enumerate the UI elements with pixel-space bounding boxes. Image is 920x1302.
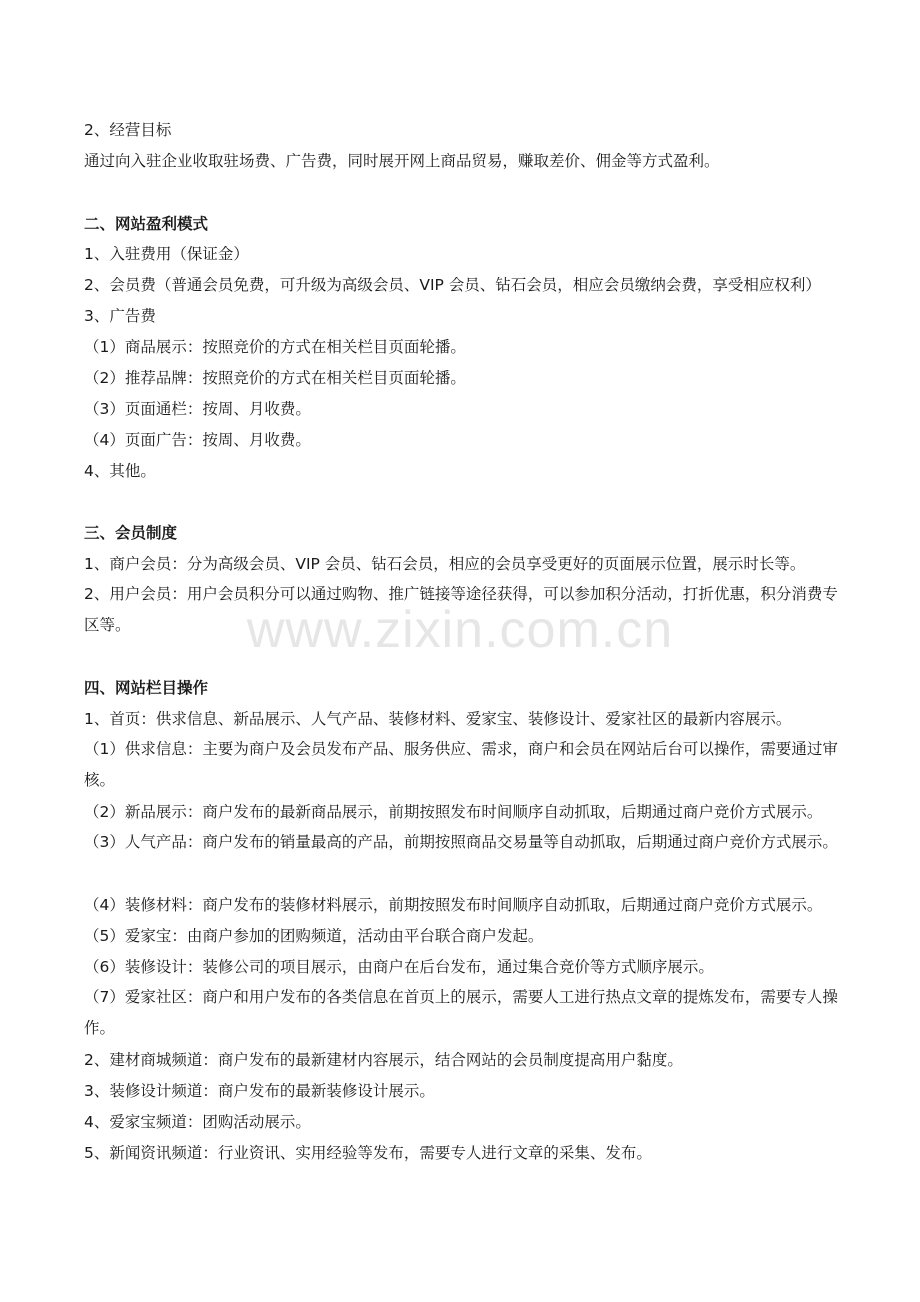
list-subitem: （2）新品展示：商户发布的最新商品展示，前期按照发布时间顺序自动抓取，后期通过商户竞价方式展示。 bbox=[84, 803, 823, 821]
section-heading: 三、会员制度 bbox=[84, 524, 178, 542]
list-item: 3、广告费 bbox=[84, 307, 156, 325]
section-subheading: 2、经营目标 bbox=[84, 121, 172, 139]
list-subitem: （5）爱家宝：由商户参加的团购频道，活动由平台联合商户发起。 bbox=[84, 927, 544, 945]
list-item: 2、会员费（普通会员免费，可升级为高级会员、VIP 会员、钻石会员，相应会员缴纳会费，享受相应权利） bbox=[84, 276, 821, 294]
list-subitem: （4）装修材料：商户发布的装修材料展示，前期按照发布时间顺序自动抓取，后期通过商户竞价方式展示。 bbox=[84, 896, 823, 914]
list-subitem: （1）商品展示：按照竞价的方式在相关栏目页面轮播。 bbox=[84, 338, 466, 356]
list-item: 2、用户会员：用户会员积分可以通过购物、推广链接等途径获得，可以参加积分活动，打折优惠，积分消费专区等。 bbox=[84, 585, 838, 634]
list-subitem: （3）页面通栏：按周、月收费。 bbox=[84, 400, 311, 418]
list-subitem: （1）供求信息：主要为商户及会员发布产品、服务供应、需求，商户和会员在网站后台可以操作，需要通过审核。 bbox=[84, 740, 838, 789]
watermark: www.zixin.com.cn bbox=[246, 601, 674, 659]
section-heading: 四、网站栏目操作 bbox=[84, 679, 209, 697]
section-heading: 二、网站盈利模式 bbox=[84, 215, 209, 233]
list-subitem: （4）页面广告：按周、月收费。 bbox=[84, 431, 311, 449]
list-subitem: （6）装修设计：装修公司的项目展示，由商户在后台发布，通过集合竞价等方式顺序展示。 bbox=[84, 958, 714, 976]
paragraph: 通过向入驻企业收取驻场费、广告费，同时展开网上商品贸易，赚取差价、佣金等方式盈利。 bbox=[84, 152, 720, 170]
list-item: 2、建材商城频道：商户发布的最新建材内容展示，结合网站的会员制度提高用户黏度。 bbox=[84, 1051, 683, 1069]
list-item: 1、首页：供求信息、新品展示、人气产品、装修材料、爱家宝、装修设计、爱家社区的最新内容展示。 bbox=[84, 710, 792, 728]
list-item: 1、入驻费用（保证金） bbox=[84, 245, 249, 263]
list-item: 4、爱家宝频道：团购活动展示。 bbox=[84, 1113, 311, 1131]
list-item: 1、商户会员：分为高级会员、VIP 会员、钻石会员，相应的会员享受更好的页面展示位置，展示时长等。 bbox=[84, 555, 806, 573]
list-item: 4、其他。 bbox=[84, 462, 156, 480]
list-subitem: （3）人气产品：商户发布的销量最高的产品，前期按照商品交易量等自动抓取，后期通过商户竞价方式展示。 bbox=[84, 833, 838, 851]
list-item: 3、装修设计频道：商户发布的最新装修设计展示。 bbox=[84, 1082, 435, 1100]
list-subitem: （7）爱家社区：商户和用户发布的各类信息在首页上的展示，需要人工进行热点文章的提炼发布，需要专人操作。 bbox=[84, 988, 838, 1037]
list-subitem: （2）推荐品牌：按照竞价的方式在相关栏目页面轮播。 bbox=[84, 369, 466, 387]
list-item: 5、新闻资讯频道：行业资讯、实用经验等发布，需要专人进行文章的采集、发布。 bbox=[84, 1144, 652, 1162]
